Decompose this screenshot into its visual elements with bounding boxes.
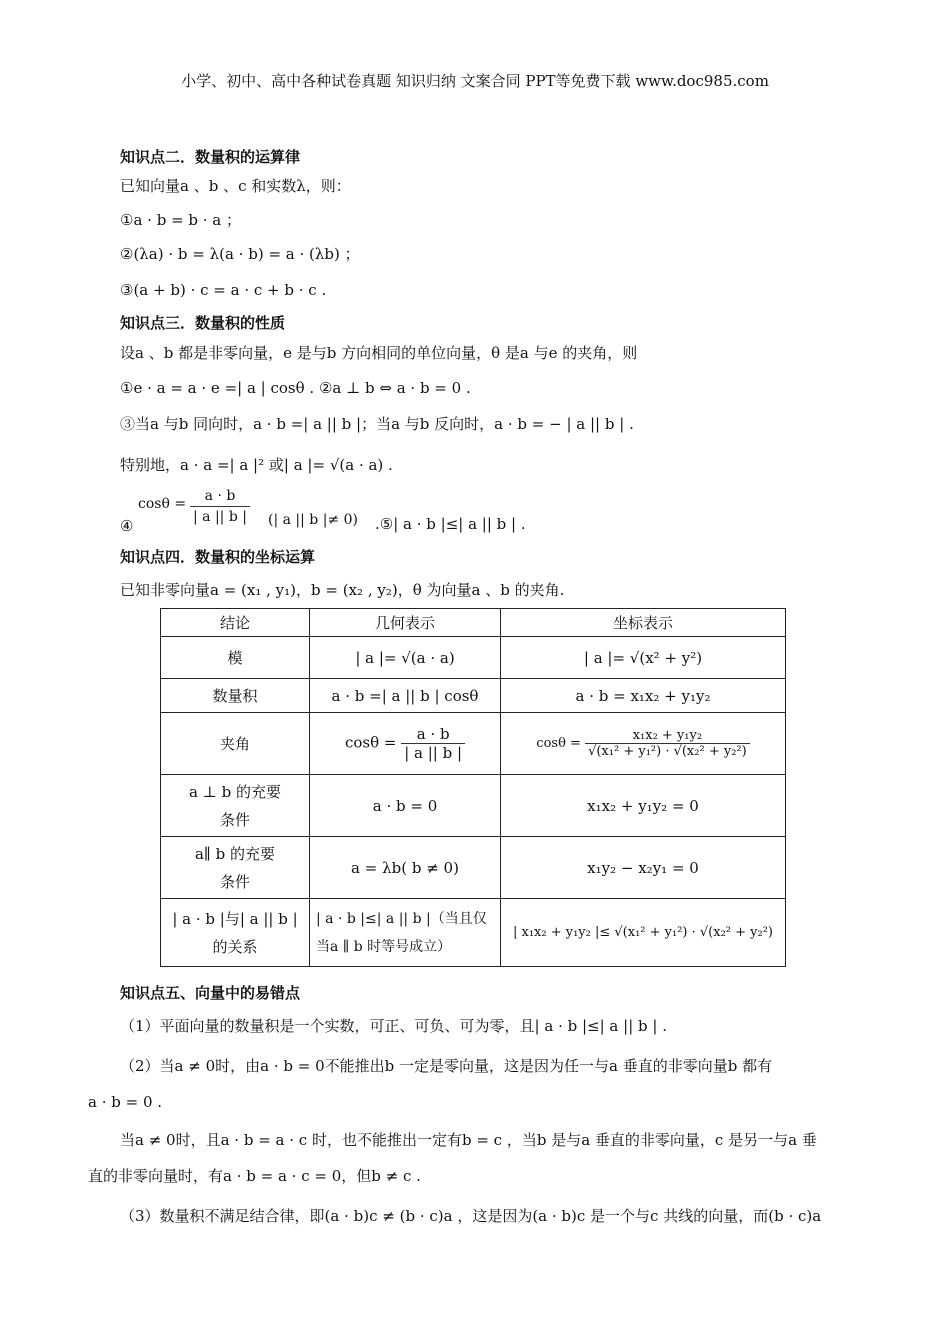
cell-line: | a · b |≤| a || b |（当且仅 xyxy=(316,910,487,927)
property-4-label: ④ xyxy=(120,517,134,535)
property-4-lhs: cosθ = xyxy=(138,496,187,512)
table-cell: | a |= √(a · a) xyxy=(310,637,501,679)
table-cell: a · b = 0 xyxy=(310,775,501,837)
section-2-title: 知识点二．数量积的运算律 xyxy=(120,148,301,166)
law-3: ③(a + b) · c = a · c + b · c . xyxy=(120,281,327,299)
pitfall-3: （3）数量积不满足结合律，即(a · b)c ≠ (b · c)a ，这是因为(a · b)c 是一个与c 共线的向量，而(b · c)a xyxy=(120,1207,822,1225)
property-4-condition: (| a || b |≠ 0) xyxy=(268,512,358,528)
table-cell xyxy=(310,713,501,775)
cell-line: 条件 xyxy=(219,810,250,829)
cell-lhs: cosθ = xyxy=(344,733,397,752)
table-cell: a · b = x₁x₂ + y₁y₂ xyxy=(501,679,786,713)
table-row xyxy=(161,713,786,775)
property-5: .⑤| a · b |≤| a || b | . xyxy=(375,515,526,533)
table-cell: 夹角 xyxy=(161,713,310,775)
pitfall-2a: （2）当a ≠ 0时，由a · b = 0不能推出b 一定是零向量，这是因为任一与a 垂直的非零向量b 都有 xyxy=(120,1057,773,1075)
cell-line: a∥ b 的充要 xyxy=(194,844,275,863)
cell-line: 的关系 xyxy=(212,937,258,956)
table-cell xyxy=(161,775,310,837)
cell-line: 当a ∥ b 时等号成立） xyxy=(316,938,452,955)
fraction-numerator: x₁x₂ + y₁y₂ xyxy=(585,728,750,744)
page-header: 小学、初中、高中各种试卷真题 知识归纳 文案合同 PPT等免费下载 www.doc985.com xyxy=(181,72,769,90)
table-header-row xyxy=(161,609,786,637)
table-cell: a = λb( b ≠ 0) xyxy=(310,837,501,899)
property-1-2: ①e · a = a · e =| a | cosθ . ②a ⊥ b ⇔ a · b = 0 . xyxy=(120,379,471,397)
pitfall-2b: a · b = 0 . xyxy=(88,1093,163,1111)
table-row xyxy=(161,899,786,967)
property-4-fraction xyxy=(190,486,250,527)
cell-fraction xyxy=(585,728,750,759)
section-3-intro: 设a 、b 都是非零向量，e 是与b 方向相同的单位向量，θ 是a 与e 的夹角，则 xyxy=(120,344,638,362)
table-row xyxy=(161,775,786,837)
fraction-denominator: √(x₁² + y₁²) · √(x₂² + y₂²) xyxy=(588,744,747,759)
table-header: 结论 xyxy=(161,609,310,637)
cell-line: a ⊥ b 的充要 xyxy=(189,782,281,801)
table-cell xyxy=(161,837,310,899)
table-cell: x₁y₂ − x₂y₁ = 0 xyxy=(501,837,786,899)
property-3: ③当a 与b 同向时，a · b =| a || b |；当a 与b 反向时，a · b = − | a || b | . xyxy=(120,415,634,433)
fraction-numerator: a · b xyxy=(190,486,250,507)
section-3-title: 知识点三．数量积的性质 xyxy=(120,314,286,332)
table-row xyxy=(161,637,786,679)
special-case: 特别地，a · a =| a |² 或| a |= √(a · a) . xyxy=(120,456,393,474)
section-4-intro: 已知非零向量a = (x₁ , y₁)，b = (x₂ , y₂)，θ 为向量a 、b 的夹角. xyxy=(120,581,565,599)
law-1: ①a · b = b · a ； xyxy=(120,211,242,229)
pitfall-2d: 直的非零向量时，有a · b = a · c = 0，但b ≠ c . xyxy=(88,1167,421,1185)
table-cell: 数量积 xyxy=(161,679,310,713)
coordinate-table xyxy=(160,608,786,967)
fraction-denominator: | a || b | xyxy=(404,744,463,762)
table-cell xyxy=(501,713,786,775)
table-cell xyxy=(161,899,310,967)
cell-line: 条件 xyxy=(219,872,250,891)
law-2: ②(λa) · b = λ(a · b) = a · (λb) ； xyxy=(120,245,360,263)
fraction-denominator: | a || b | xyxy=(193,509,247,525)
section-5-title: 知识点五、向量中的易错点 xyxy=(120,984,301,1002)
fraction-numerator: a · b xyxy=(401,725,465,744)
table-row xyxy=(161,837,786,899)
section-4-title: 知识点四．数量积的坐标运算 xyxy=(120,548,316,566)
cell-fraction xyxy=(401,725,465,762)
cell-lhs: cosθ = xyxy=(536,736,581,751)
cell-line: | a · b |与| a || b | xyxy=(172,909,298,928)
table-header: 坐标表示 xyxy=(501,609,786,637)
table-cell: a · b =| a || b | cosθ xyxy=(310,679,501,713)
table-row xyxy=(161,679,786,713)
table-cell: | x₁x₂ + y₁y₂ |≤ √(x₁² + y₁²) · √(x₂² + y₂²) xyxy=(501,899,786,967)
pitfall-1: （1）平面向量的数量积是一个实数，可正、可负、可为零，且| a · b |≤| a || b | . xyxy=(120,1017,667,1035)
table-cell: | a |= √(x² + y²) xyxy=(501,637,786,679)
table-header: 几何表示 xyxy=(310,609,501,637)
table-cell: x₁x₂ + y₁y₂ = 0 xyxy=(501,775,786,837)
table-cell xyxy=(310,899,501,967)
table-cell: 模 xyxy=(161,637,310,679)
pitfall-2c: 当a ≠ 0时，且a · b = a · c 时，也不能推出一定有b = c ，当b 是与a 垂直的非零向量，c 是另一与a 垂 xyxy=(120,1131,817,1149)
section-2-intro: 已知向量a 、b 、c 和实数λ，则： xyxy=(120,177,351,195)
